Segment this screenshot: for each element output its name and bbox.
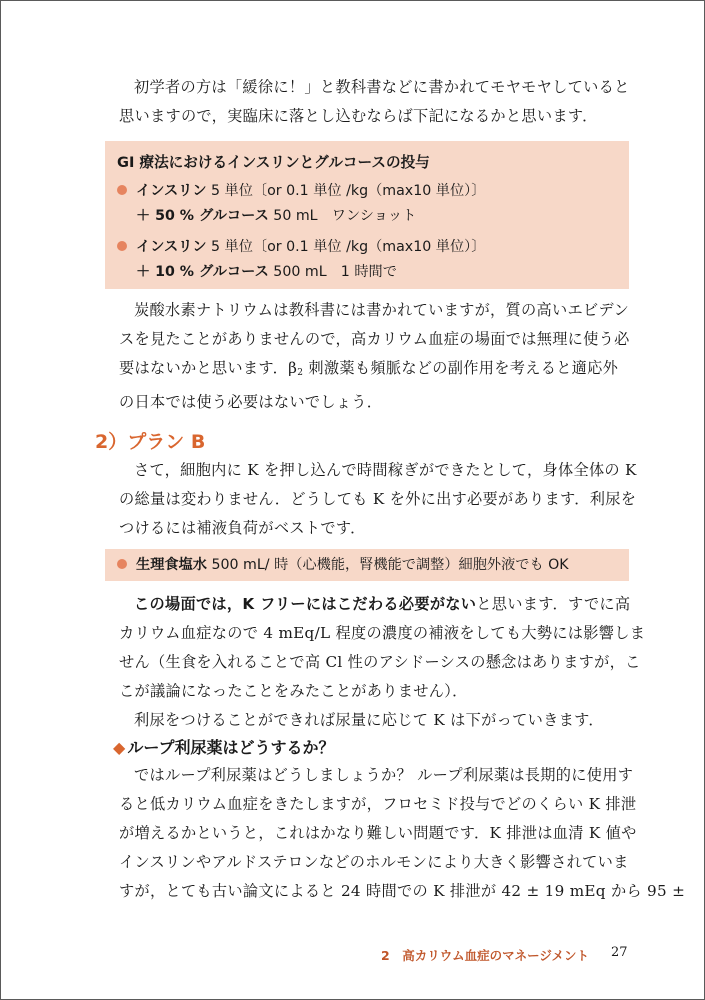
text-line: スを見たことがありませんので，高カリウム血症の場面では無理に使う必 [119, 330, 630, 348]
page-number: 27 [611, 945, 628, 960]
loop-diuretic-paragraph [119, 761, 686, 906]
bicarbonate-paragraph [119, 296, 631, 417]
intro-paragraph [119, 73, 631, 131]
text-fragment: 刺激薬も頻脈などの副作用を考えると適応外 [303, 359, 619, 377]
text-line: ると低カリウム血症をきたしますが，フロセミド投与でどのくらい K 排泄 [119, 795, 637, 813]
text-line: カリウム血症なので 4 mEq/L 程度の濃度の補液をしても大勢には影響しま [119, 624, 646, 642]
text-fragment: 要はないかと思います．β [119, 359, 298, 377]
drug-name: 生理食塩水 [136, 557, 207, 573]
diamond-icon: ◆ [113, 738, 126, 757]
text-line: 初学者の方は「緩徐に！」と教科書などに書かれてモヤモヤしていると [134, 78, 630, 96]
bullet-dot-icon [117, 185, 127, 195]
drug-dose: 500 mL/ 時（心機能，腎機能で調整）細胞外液でも OK [206, 557, 569, 573]
text-line: 利尿をつけることができれば尿量に応じて K は下がっていきます． [134, 711, 604, 729]
emphasis-text: この場面では，K フリーにはこだわる必要がない [134, 595, 477, 613]
bullet-item [117, 237, 485, 257]
box-title: GI 療法におけるインスリンとグルコースの投与 [117, 154, 430, 171]
saline-box [105, 549, 629, 581]
text-line [119, 354, 631, 388]
drug-name: インスリン [136, 239, 207, 255]
bullet-item [117, 181, 485, 201]
plan-b-paragraph [119, 456, 637, 543]
running-footer: 2 高カリウム血症のマネージメント [381, 948, 589, 963]
text-line: さて，細胞内に K を押し込んで時間稼ぎができたとして，身体全体の K [134, 461, 637, 479]
subscript: 2 [297, 368, 304, 378]
subsection-title: ループ利尿薬はどうするか？ [127, 738, 335, 757]
text-line: せん（生食を入れることで高 Cl 性のアシドーシスの懸念はありますが，こ [119, 653, 641, 671]
bullet-continuation [136, 206, 416, 226]
bullet-item [117, 555, 569, 575]
text-line: の日本では使う必要はないでしょう． [119, 393, 383, 411]
text-line: ではループ利尿薬はどうしましょうか？ ループ利尿薬は長期的に使用す [134, 766, 634, 784]
drug-dose: 50 mL ワンショット [268, 208, 417, 224]
gi-therapy-box [105, 141, 629, 289]
text-line: こが議論になったことをみたことがありません）． [119, 682, 468, 700]
k-free-paragraph [119, 590, 646, 735]
text-line: インスリンやアルドステロンなどのホルモンにより大きく影響されていま [119, 853, 629, 871]
drug-name: ＋ 50 % グルコース [136, 208, 269, 224]
text-line: つけるには補液負荷がベストです． [119, 519, 366, 537]
drug-dose: 5 単位〔or 0.1 単位 /kg（max10 単位）〕 [206, 183, 486, 199]
text-line: 思いますので，実臨床に落とし込むならば下記になるかと思います． [119, 107, 598, 125]
text-fragment: と思います．すでに高 [476, 595, 631, 613]
text-line [119, 590, 631, 619]
text-line: すが，とても古い論文によると 24 時間での K 排泄が 42 ± 19 mEq から 95 ± [119, 882, 686, 900]
drug-dose: 500 mL 1 時間で [268, 264, 397, 280]
bullet-dot-icon [117, 559, 127, 569]
subsection-heading [113, 735, 335, 758]
section-heading: 2）プラン B [95, 431, 206, 453]
drug-name: インスリン [136, 183, 207, 199]
bullet-dot-icon [117, 241, 127, 251]
text-line: が増えるかというと，これはかなり難しい問題です．K 排泄は血清 K 値や [119, 824, 637, 842]
drug-dose: 5 単位〔or 0.1 単位 /kg（max10 単位）〕 [206, 239, 486, 255]
text-line: の総量は変わりません．どうしても K を外に出す必要があります．利尿を [119, 490, 637, 508]
text-line: 炭酸水素ナトリウムは教科書には書かれていますが，質の高いエビデン [134, 301, 630, 319]
bullet-continuation [136, 262, 397, 282]
drug-name: ＋ 10 % グルコース [136, 264, 269, 280]
